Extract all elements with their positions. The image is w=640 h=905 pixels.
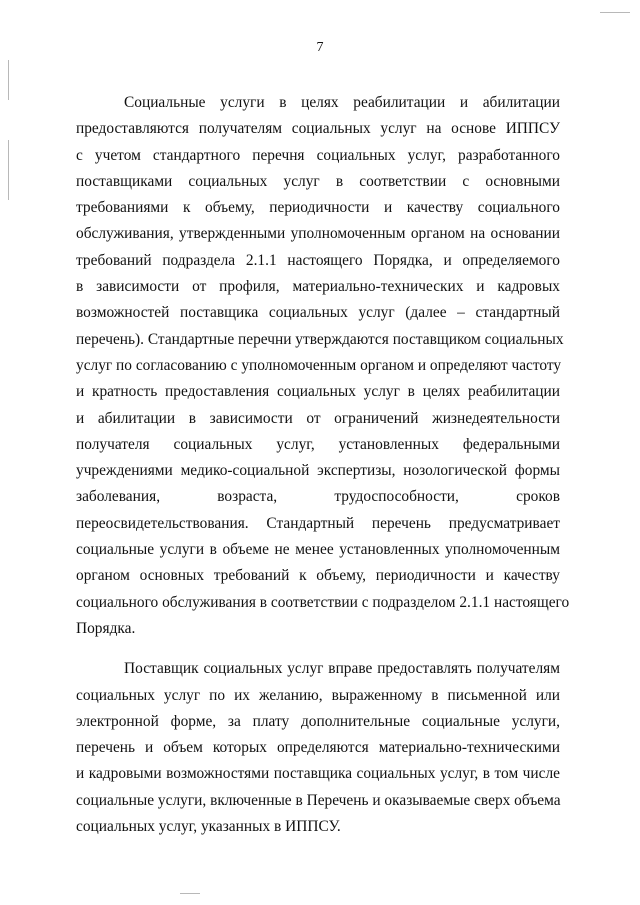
text-line: и абилитации в зависимости от ограничений жизнедеятельности: [76, 409, 560, 427]
text-line: социальных услуг, указанных в ИППСУ.: [76, 818, 341, 836]
text-line: социальных услуг по их желанию, выраженному в письменной или: [76, 686, 560, 704]
text-line: поставщиками социальных услуг в соответствии с основными: [76, 172, 560, 190]
text-line: услуг по согласованию с уполномоченным органом и определяют частоту: [76, 356, 562, 374]
text-line: требований подраздела 2.1.1 настоящего Порядка, и определяемого: [76, 251, 560, 269]
text-line: в зависимости от профиля, материально-технических и кадровых: [76, 278, 560, 296]
text-line: и кадровыми возможностями поставщика социальных услуг, в том числе: [76, 765, 560, 783]
text-line: перечень). Стандартные перечни утверждаются поставщиком социальных: [76, 330, 564, 348]
text-line: обслуживания, утвержденными уполномоченным органом на основании: [76, 225, 560, 243]
paragraph-2: [76, 656, 560, 840]
text-line: перечень и объем которых определяются материально-техническими: [76, 739, 560, 757]
text-line: получателя социальных услуг, установленных федеральными: [76, 435, 560, 453]
text-line: заболевания, возраста, трудоспособности, сроков: [76, 488, 560, 506]
text-line: Порядка.: [76, 619, 136, 637]
document-body: [76, 90, 570, 840]
paragraph-1: [76, 90, 570, 642]
text-line: предоставляются получателям социальных услуг на основе ИППСУ: [76, 120, 560, 138]
scan-artifact: [180, 893, 200, 894]
text-line: социальные услуги, включенные в Перечень и оказываемые сверх объема: [76, 791, 561, 809]
text-line: электронной форме, за плату дополнительные социальные услуги,: [76, 712, 560, 730]
scan-artifact: [8, 60, 9, 100]
text-line: Социальные услуги в целях реабилитации и абилитации: [124, 94, 560, 111]
page-number: 7: [316, 40, 324, 55]
text-line: с учетом стандартного перечня социальных услуг, разработанного: [76, 146, 560, 164]
paragraph-spacer: [76, 642, 560, 656]
text-line: учреждениями медико-социальной экспертизы, нозологической формы: [76, 462, 560, 480]
scan-artifact: [600, 12, 630, 13]
text-line: социальные услуги в объеме не менее установленных уполномоченным: [76, 541, 560, 559]
text-line: требованиями к объему, периодичности и качеству социального: [76, 199, 560, 217]
text-line: социального обслуживания в соответствии с подразделом 2.1.1 настоящего: [76, 593, 570, 611]
text-line: переосвидетельствования. Стандартный перечень предусматривает: [76, 514, 560, 532]
text-line: возможностей поставщика социальных услуг (далее – стандартный: [76, 304, 560, 322]
text-line: органом основных требований к объему, периодичности и качеству: [76, 567, 560, 585]
text-line: Поставщик социальных услуг вправе предоставлять получателям: [124, 660, 560, 678]
text-line: и кратность предоставления социальных услуг в целях реабилитации: [76, 383, 560, 401]
scan-artifact: [8, 140, 9, 200]
